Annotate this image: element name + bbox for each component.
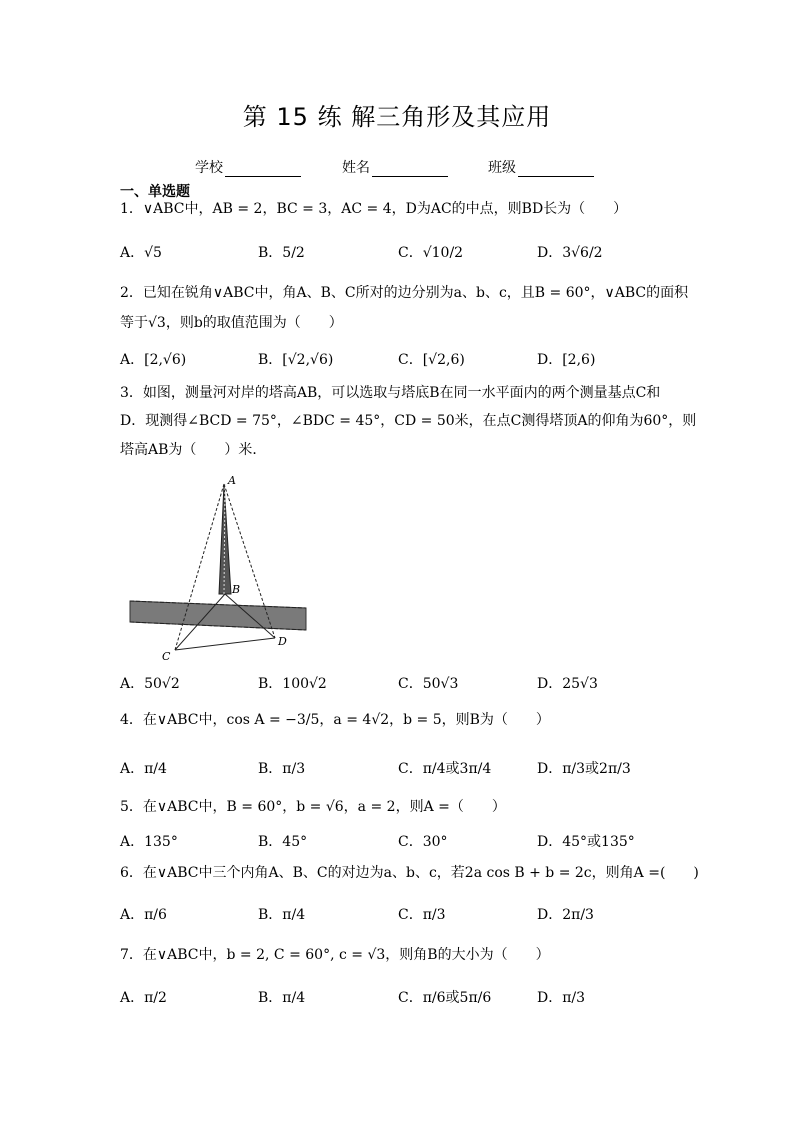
question-4-option-b[interactable]: B．π/3	[258, 761, 306, 777]
question-7-option-a[interactable]: A．π/2	[120, 990, 167, 1006]
question-5-option-b[interactable]: B．45°	[258, 834, 308, 850]
question-3-stem-line-3: 塔高AB为（ ）米．	[120, 442, 267, 458]
question-6-option-d[interactable]: D．2π/3	[537, 907, 594, 923]
question-3-option-c[interactable]: C．50√3	[398, 676, 459, 692]
label-a: A	[228, 474, 236, 487]
name-label: 姓名	[342, 160, 370, 176]
question-6-option-b[interactable]: B．π/4	[258, 907, 306, 923]
class-label: 班级	[488, 160, 516, 176]
question-6-stem: 6．在∨ABC中三个内角A、B、C的对边为a、b、c，若2a cos B + b = 2c，则角A =( )	[120, 865, 699, 881]
question-2-stem-line-2: 等于√3，则b的取值范围为（ ）	[120, 315, 343, 331]
question-2-option-b[interactable]: B．[√2,√6)	[258, 352, 334, 368]
line-cd	[175, 638, 275, 650]
name-blank[interactable]	[372, 162, 448, 177]
page-title: 第 15 练 解三角形及其应用	[242, 103, 552, 131]
question-5-option-a[interactable]: A．135°	[120, 834, 178, 850]
question-7-option-b[interactable]: B．π/4	[258, 990, 306, 1006]
school-label: 学校	[195, 160, 223, 176]
question-7-option-c[interactable]: C．π/6或5π/6	[398, 990, 492, 1006]
label-b: B	[232, 583, 241, 596]
question-4-option-d[interactable]: D．π/3或2π/3	[537, 761, 631, 777]
section-title: 一、单选题	[120, 184, 190, 200]
class-field[interactable]	[488, 157, 594, 177]
tower-figure	[118, 470, 318, 665]
question-2-option-a[interactable]: A．[2,√6)	[120, 352, 187, 368]
question-3-stem-line-2: D．现测得∠BCD = 75°，∠BDC = 45°，CD = 50米，在点C测得塔顶A的仰角为60°，则	[120, 413, 697, 429]
question-5-option-c[interactable]: C．30°	[398, 834, 448, 850]
question-5-stem: 5．在∨ABC中，B = 60°，b = √6，a = 2，则A =（ ）	[120, 799, 506, 815]
question-3-option-b[interactable]: B．100√2	[258, 676, 327, 692]
class-blank[interactable]	[518, 162, 594, 177]
question-4-stem: 4．在∨ABC中，cos A = −3/5，a = 4√2，b = 5，则B为（ ）	[120, 712, 550, 728]
question-3-option-d[interactable]: D．25√3	[537, 676, 598, 692]
school-blank[interactable]	[225, 162, 301, 177]
question-4-option-a[interactable]: A．π/4	[120, 761, 167, 777]
question-4-option-c[interactable]: C．π/4或3π/4	[398, 761, 492, 777]
question-1-option-a[interactable]: A．√5	[120, 245, 162, 261]
question-1-stem: 1．∨ABC中，AB = 2，BC = 3，AC = 4，D为AC的中点，则BD长为（ ）	[120, 201, 628, 217]
name-field[interactable]	[342, 157, 448, 177]
question-1-option-b[interactable]: B．5/2	[258, 245, 305, 261]
label-d: D	[278, 635, 287, 648]
question-6-option-c[interactable]: C．π/3	[398, 907, 446, 923]
question-1-option-d[interactable]: D．3√6/2	[537, 245, 603, 261]
school-field[interactable]	[195, 157, 301, 177]
question-6-option-a[interactable]: A．π/6	[120, 907, 167, 923]
river-band	[130, 601, 306, 630]
question-3-stem-line-1: 3．如图，测量河对岸的塔高AB，可以选取与塔底B在同一水平面内的两个测量基点C和	[120, 385, 661, 401]
question-2-option-d[interactable]: D．[2,6)	[537, 352, 596, 368]
question-7-stem: 7．在∨ABC中，b = 2, C = 60°, c = √3，则角B的大小为（ ）	[120, 947, 550, 963]
question-7-option-d[interactable]: D．π/3	[537, 990, 586, 1006]
question-1-option-c[interactable]: C．√10/2	[398, 245, 464, 261]
question-2-stem-line-1: 2．已知在锐角∨ABC中，角A、B、C所对的边分别为a、b、c，且B = 60°，∨ABC的面积	[120, 285, 689, 301]
question-5-option-d[interactable]: D．45°或135°	[537, 834, 635, 850]
label-c: C	[162, 650, 171, 663]
question-3-option-a[interactable]: A．50√2	[120, 676, 180, 692]
question-2-option-c[interactable]: C．[√2,6)	[398, 352, 465, 368]
